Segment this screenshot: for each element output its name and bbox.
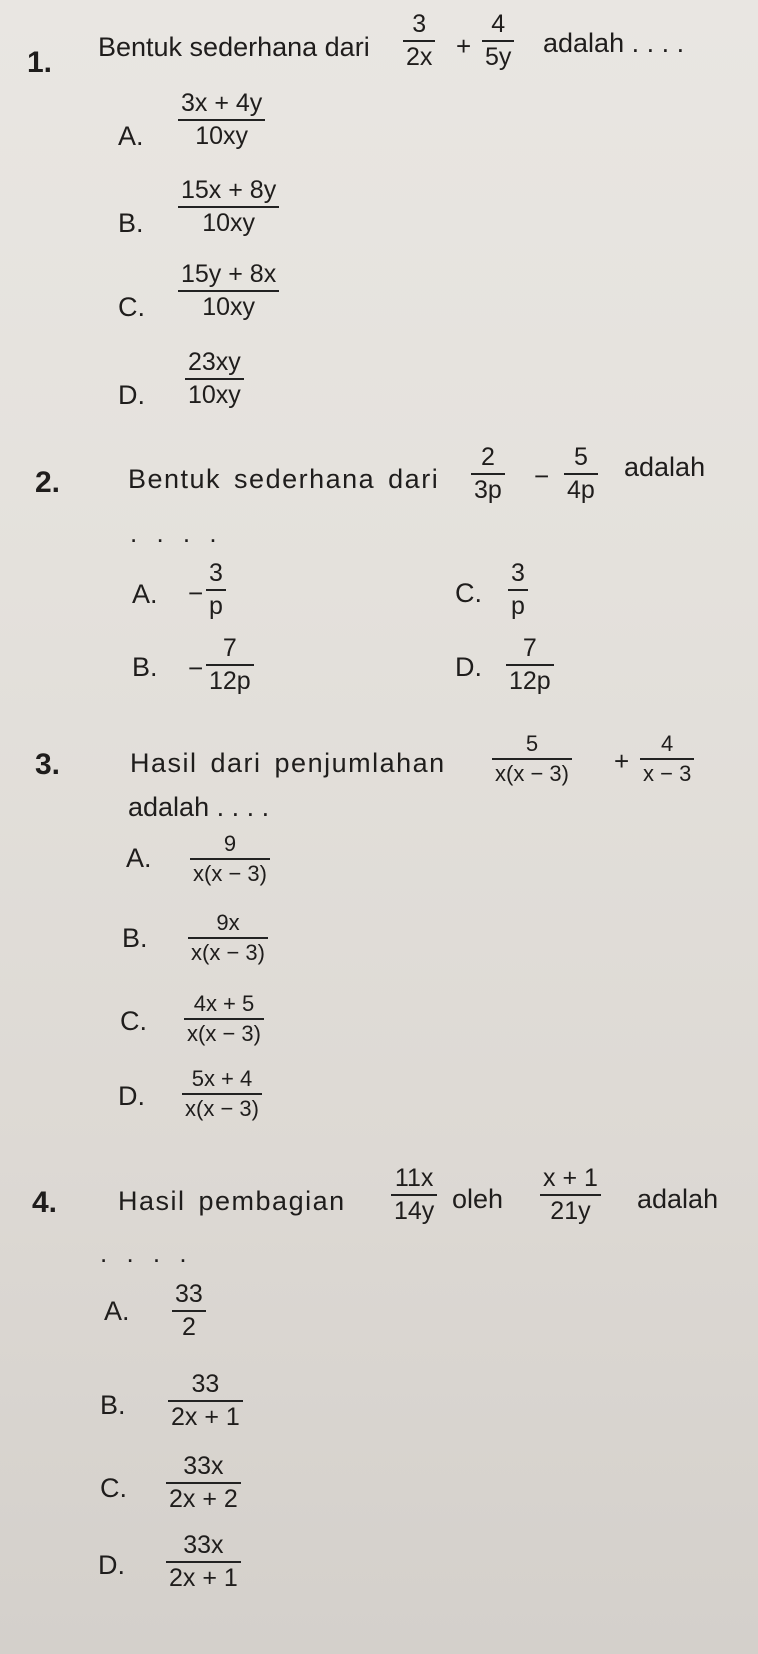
- option-letter: D.: [455, 652, 482, 682]
- option-letter: B.: [132, 652, 158, 682]
- question-number: 1.: [27, 46, 53, 79]
- option-letter: C.: [100, 1473, 127, 1503]
- expr-fraction-2: 5 4p: [564, 445, 598, 503]
- option-fraction: 23xy 10xy: [185, 350, 244, 408]
- option-fraction: 4x + 5 x(x − 3): [184, 993, 264, 1045]
- option-letter: D.: [118, 1081, 145, 1111]
- negative-sign: −: [188, 578, 204, 608]
- option-fraction: 3 p: [508, 561, 528, 619]
- operator: +: [614, 746, 630, 776]
- expr-fraction-2: x + 1 21y: [540, 1166, 601, 1224]
- expr-fraction-2: 4 5y: [482, 12, 514, 70]
- option-letter: D.: [118, 380, 145, 410]
- option-letter: D.: [98, 1550, 125, 1580]
- connector-word: oleh: [452, 1184, 504, 1214]
- option-fraction: 3 p: [206, 561, 226, 619]
- question-suffix: adalah: [624, 452, 706, 482]
- option-letter: C.: [118, 292, 145, 322]
- option-letter: C.: [120, 1006, 147, 1036]
- option-letter: C.: [455, 578, 482, 608]
- question-number: 3.: [35, 748, 61, 781]
- option-fraction: 7 12p: [206, 636, 254, 694]
- question-prompt: Hasil dari penjumlahan: [130, 748, 446, 778]
- option-letter: A.: [118, 121, 144, 151]
- question-continuation: adalah . . . .: [128, 792, 270, 822]
- expr-fraction-1: 3 2x: [403, 12, 435, 70]
- question-suffix: adalah: [637, 1184, 719, 1214]
- question-prompt: Bentuk sederhana dari: [128, 464, 440, 494]
- question-continuation: . . . .: [130, 518, 223, 548]
- option-fraction: 9 x(x − 3): [190, 833, 270, 885]
- option-fraction: 33 2x + 1: [168, 1372, 243, 1430]
- operator: +: [456, 31, 472, 61]
- expr-fraction-1: 11x 14y: [391, 1166, 437, 1224]
- question-prompt: Hasil pembagian: [118, 1186, 346, 1216]
- option-letter: B.: [122, 923, 148, 953]
- option-fraction: 7 12p: [506, 636, 554, 694]
- question-prompt: Bentuk sederhana dari: [98, 32, 370, 62]
- option-letter: B.: [118, 208, 144, 238]
- option-letter: A.: [104, 1296, 130, 1326]
- option-fraction: 33x 2x + 2: [166, 1454, 241, 1512]
- question-suffix: adalah . . . .: [543, 28, 685, 58]
- expr-fraction-2: 4 x − 3: [640, 733, 694, 785]
- option-letter: A.: [132, 579, 158, 609]
- option-letter: A.: [126, 843, 152, 873]
- option-fraction: 3x + 4y 10xy: [178, 91, 265, 149]
- operator: −: [534, 461, 550, 491]
- option-fraction: 15y + 8x 10xy: [178, 262, 279, 320]
- expr-fraction-1: 5 x(x − 3): [492, 733, 572, 785]
- question-number: 2.: [35, 466, 61, 499]
- negative-sign: −: [188, 653, 204, 683]
- option-fraction: 33x 2x + 1: [166, 1533, 241, 1591]
- question-continuation: . . . .: [100, 1238, 193, 1268]
- question-number: 4.: [32, 1186, 58, 1219]
- option-fraction: 33 2: [172, 1282, 206, 1340]
- option-fraction: 15x + 8y 10xy: [178, 178, 279, 236]
- option-letter: B.: [100, 1390, 126, 1420]
- option-fraction: 5x + 4 x(x − 3): [182, 1068, 262, 1120]
- expr-fraction-1: 2 3p: [471, 445, 505, 503]
- option-fraction: 9x x(x − 3): [188, 912, 268, 964]
